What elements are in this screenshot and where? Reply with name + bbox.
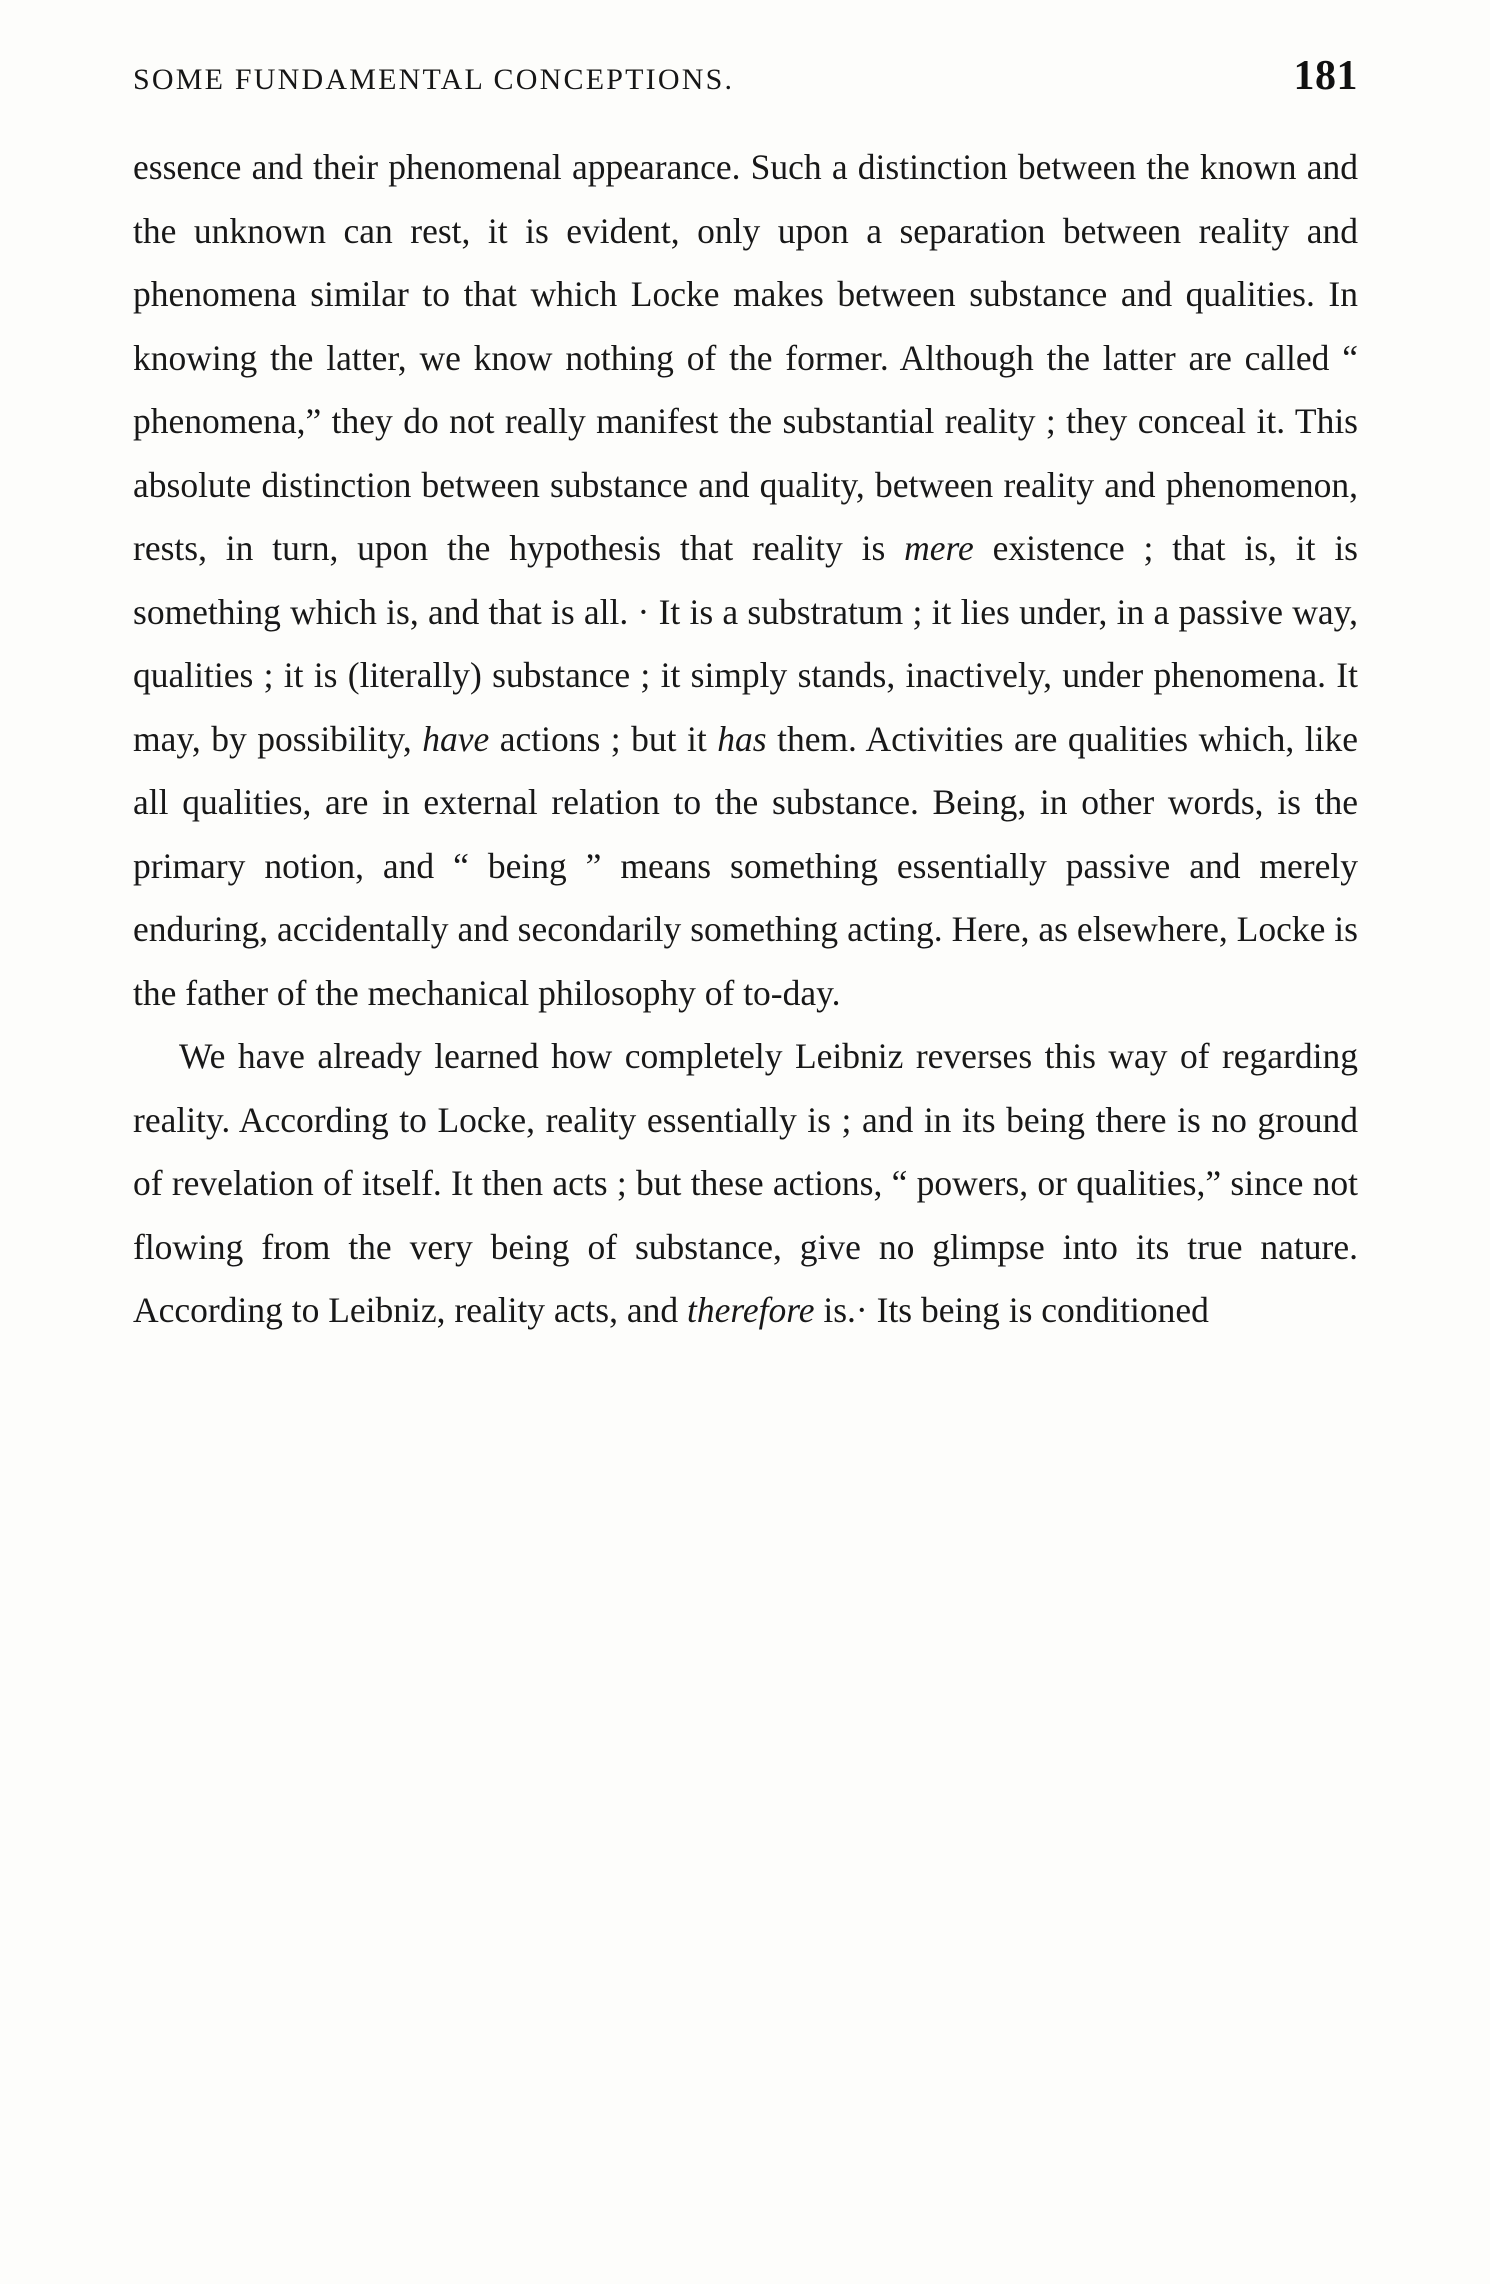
text-run: We have already learned how completely Leibniz reverses this way of regarding reality. According to Locke, reality essentially is ; and in its being there is no ground of revelation of itself. It then acts ; but these actions, “ powers, or qualities,” since not flowing from the very being of substance, give no glimpse into its true nature. According to Leibniz, reality acts, and <box>133 1036 1358 1330</box>
running-title: SOME FUNDAMENTAL CONCEPTIONS. <box>133 63 735 96</box>
text-run: them. Activities are qualities which, like all qualities, are in external relation to the substance. Being, in other words, is the primary notion, and “ being ” means something essentially passive and merely enduring, accidentally and secondarily something acting. Here, as elsewhere, Locke is the father of the mechanical philosophy of to-day. <box>133 718 1358 1013</box>
text-run: existence ; that is, it is something which is, and that is all. · It is a substratum ; it lies under, in a passive way, qualities ; it is (literally) substance ; it simply stands, inactively, under phenomena. It may, by possibility, <box>133 528 1358 759</box>
paragraph <box>133 1025 1358 1343</box>
emphasis-text: therefore <box>687 1290 815 1330</box>
emphasis-text: has <box>717 718 767 759</box>
text-run: is.· Its being is conditioned <box>814 1290 1209 1330</box>
page-number: 181 <box>1293 53 1358 99</box>
paragraph <box>133 136 1358 1025</box>
page-content <box>133 52 1358 1343</box>
emphasis-text: mere <box>904 528 974 568</box>
text-run: actions ; but it <box>489 718 718 759</box>
emphasis-text: have <box>422 718 490 759</box>
body-text <box>133 136 1358 1343</box>
running-head <box>133 52 1358 110</box>
text-run: essence and their phenomenal appearance. Such a distinction between the known and the unknown can rest, it is evident, only upon a separation between reality and phenomena similar to that which Locke makes between substance and qualities. In knowing the latter, we know nothing of the former. Although the latter are called “ phenomena,” they do not really manifest the substantial reality ; they conceal it. This absolute distinction between substance and quality, between reality and phenomenon, rests, in turn, upon the hypothesis that reality is <box>133 147 1358 568</box>
